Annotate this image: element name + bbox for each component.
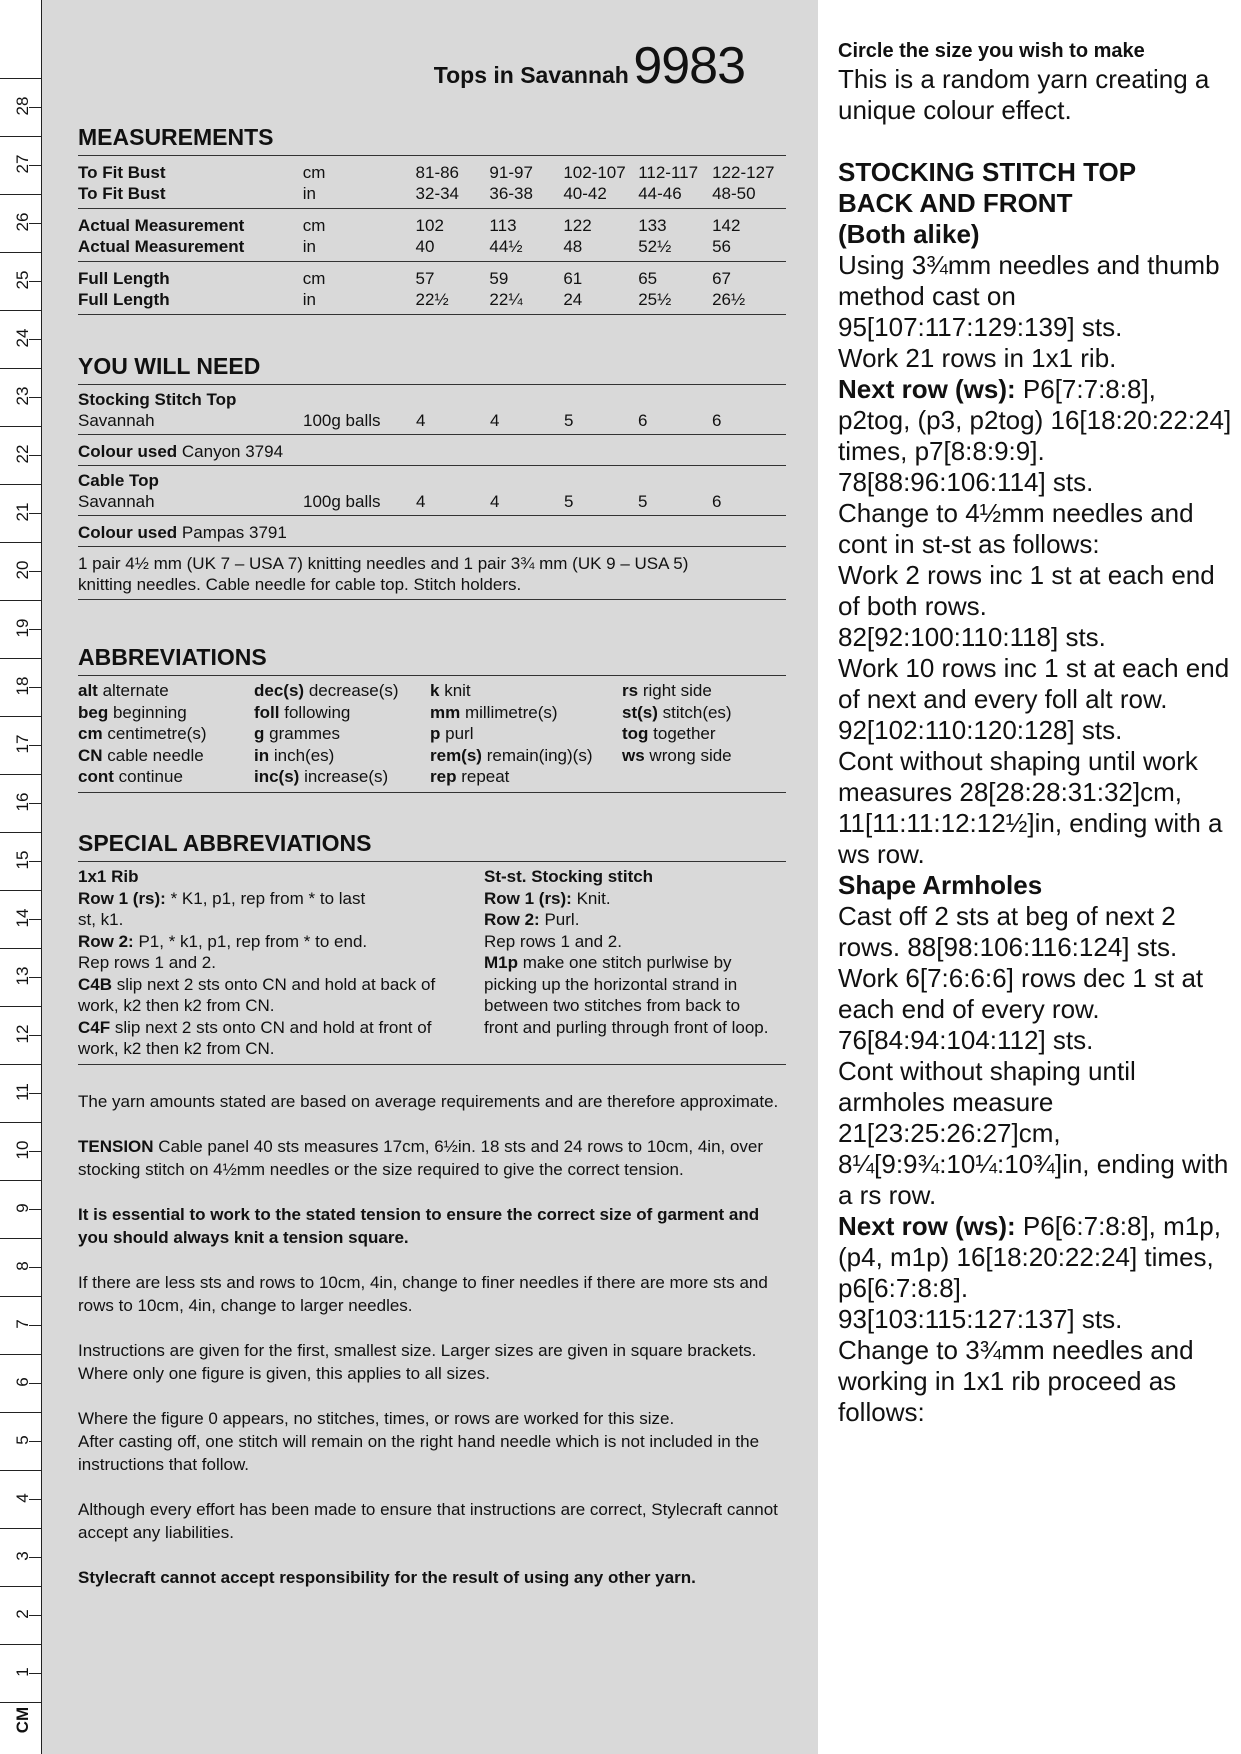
- measurement-label: To Fit Bust: [78, 163, 166, 182]
- cable-colour: Pampas 3791: [181, 523, 287, 542]
- ruler-number: 3: [13, 1551, 32, 1561]
- special-line: [78, 931, 476, 953]
- special-abbreviations-heading: SPECIAL ABBREVIATIONS: [78, 830, 372, 856]
- abbreviation-meaning: repeat: [461, 767, 510, 786]
- abbreviation-meaning: centimetre(s): [107, 724, 207, 743]
- measurement-value: 112-117: [638, 163, 699, 182]
- special-text: make one stitch purlwise by: [518, 953, 732, 972]
- special-term: M1p: [484, 953, 518, 972]
- abbreviation-meaning: continue: [118, 767, 183, 786]
- special-line: [484, 1017, 784, 1039]
- ruler-major-tick: [0, 1528, 41, 1529]
- ruler-major-tick: [0, 1122, 41, 1123]
- measurements-heading: MEASUREMENTS: [78, 124, 274, 150]
- measurement-value: 113: [489, 216, 517, 235]
- measurement-value: 102-107: [563, 163, 626, 182]
- abbreviation-meaning: together: [653, 724, 716, 743]
- special-line: [484, 974, 784, 996]
- measurements-table: [78, 156, 786, 315]
- tension-label: TENSION: [78, 1137, 154, 1156]
- special-term: C4F: [78, 1017, 111, 1037]
- instr-p2: Work 21 rows in 1x1 rib.: [838, 343, 1117, 373]
- stocking-colour: Canyon 3794: [181, 442, 284, 461]
- measurement-row: [78, 262, 786, 314]
- special-line: [78, 995, 476, 1017]
- abbreviation-item: [78, 680, 254, 702]
- special-line: [78, 1017, 476, 1039]
- special-term: 1x1 Rib: [78, 867, 139, 886]
- ruler-major-tick: [0, 194, 41, 195]
- special-text: Rep rows 1 and 2.: [78, 953, 216, 972]
- stocking-top-row: [78, 385, 786, 434]
- special-text: between two stitches from back to: [484, 996, 741, 1015]
- abbreviation-item: [622, 702, 772, 724]
- abbreviation-item: [254, 723, 430, 745]
- special-term: Row 2:: [78, 931, 134, 951]
- measurement-unit: in: [302, 184, 316, 203]
- abbreviation-meaning: millimetre(s): [464, 702, 558, 722]
- abbreviation-key: cm: [78, 724, 103, 743]
- ruler-number: 14: [13, 908, 32, 928]
- abbreviation-column: [622, 680, 772, 788]
- special-line: [484, 931, 784, 953]
- ruler-number: 6: [13, 1377, 32, 1387]
- ruler-major-tick: [0, 600, 41, 601]
- abbreviation-key: rem(s): [430, 745, 482, 765]
- ruler-number: 22: [13, 444, 32, 464]
- ruler-major-tick: [0, 1586, 41, 1587]
- ruler-number: 9: [13, 1203, 32, 1213]
- cm-ruler: [0, 0, 42, 1754]
- measurement-line: [78, 236, 786, 261]
- instr-p8: 82[92:100:110:118] sts.: [838, 622, 1106, 652]
- measurement-value: 44½: [489, 237, 523, 256]
- measurement-value: 48: [563, 237, 583, 256]
- abbreviation-key: foll: [254, 702, 280, 722]
- ball-count: 5: [564, 492, 574, 511]
- measurement-value: 48-50: [712, 184, 756, 203]
- special-text: Purl.: [539, 910, 580, 929]
- page-header: [0, 36, 745, 96]
- measurement-unit: cm: [302, 163, 326, 182]
- ruler-number: 21: [13, 502, 32, 522]
- instr-p7: Work 2 rows inc 1 st at each end of both rows.: [838, 560, 1215, 621]
- ruler-number: 15: [13, 850, 32, 870]
- ruler-major-tick: [0, 252, 41, 253]
- ball-count: 5: [564, 411, 574, 430]
- abbreviation-meaning: increase(s): [304, 767, 389, 786]
- abbreviations-heading: ABBREVIATIONS: [78, 644, 267, 670]
- ball-count: 6: [712, 492, 722, 511]
- measurement-row: [78, 209, 786, 261]
- ruler-number: 13: [13, 966, 32, 986]
- abbreviation-column: [78, 680, 254, 788]
- ruler-major-tick: [0, 658, 41, 659]
- special-text: work, k2 then k2 from CN.: [78, 1039, 275, 1058]
- ruler-number: 16: [13, 792, 32, 812]
- measurement-value: 56: [712, 237, 732, 256]
- tension-note: [78, 1135, 786, 1181]
- measurement-value: 81-86: [415, 163, 460, 182]
- measurements-section: [78, 124, 786, 315]
- measurement-unit: cm: [302, 216, 326, 235]
- special-text: st, k1.: [78, 910, 124, 929]
- ruler-number: 11: [13, 1083, 32, 1101]
- measurement-value: 133: [638, 216, 667, 235]
- measurement-value: 22½: [415, 290, 449, 309]
- instr-p13: 76[84:94:104:112] sts.: [838, 1025, 1094, 1055]
- stocking-colour-row: [78, 435, 786, 465]
- ball-count: 4: [490, 411, 500, 430]
- abbreviation-item: [254, 766, 430, 788]
- ruler-number: 17: [13, 734, 32, 754]
- special-line: [484, 909, 784, 931]
- ruler-major-tick: [0, 1238, 41, 1239]
- special-abbreviations-section: [78, 830, 786, 1065]
- special-text: slip next 2 sts onto CN and hold at front of: [110, 1017, 432, 1037]
- ruler-number: 26: [13, 212, 32, 232]
- pattern-number: 9983: [633, 37, 745, 95]
- special-line: [484, 888, 784, 910]
- instr-p4: 78[88:96:106:114] sts.: [838, 467, 1094, 497]
- special-text: * K1, p1, rep from * to last: [165, 888, 366, 908]
- abbreviation-key: rep: [430, 767, 457, 786]
- special-term: C4B: [78, 974, 113, 994]
- measurement-label: Full Length: [78, 269, 170, 288]
- ruler-number: 28: [13, 96, 32, 116]
- responsibility-note: Stylecraft cannot accept responsibility for the result of using any other yarn.: [78, 1568, 696, 1587]
- measurement-unit: in: [302, 237, 316, 256]
- measurement-value: 40-42: [563, 184, 607, 203]
- ruler-number: 23: [13, 386, 32, 406]
- circle-size-note: Circle the size you wish to make: [838, 40, 1145, 62]
- abbreviation-key: mm: [430, 702, 461, 722]
- measurement-value: 25½: [638, 290, 672, 309]
- abbreviation-meaning: inch(es): [273, 745, 335, 765]
- ruler-major-tick: [0, 1180, 41, 1181]
- ball-count: 5: [638, 492, 648, 511]
- ruler-major-tick: [0, 1354, 41, 1355]
- abbreviation-key: rs: [622, 681, 639, 700]
- needles-line-2: knitting needles. Cable needle for cable top. Stitch holders.: [78, 575, 522, 594]
- ruler-major-tick: [0, 832, 41, 833]
- abbreviation-key: k: [430, 681, 440, 700]
- special-line: [78, 888, 476, 910]
- abbreviation-meaning: alternate: [102, 681, 169, 700]
- cable-top-title: Cable Top: [78, 471, 159, 490]
- ruler-major-tick: [0, 310, 41, 311]
- instr-p15: [838, 1211, 1233, 1304]
- heading-shape-armholes: Shape Armholes: [838, 870, 1043, 900]
- ruler-number: 12: [13, 1024, 32, 1044]
- abbreviation-key: st(s): [622, 702, 658, 722]
- ruler-major-tick: [0, 368, 41, 369]
- ruler-number: 1: [13, 1667, 32, 1677]
- stocking-yarn: Savannah: [78, 411, 155, 430]
- ruler-number: 2: [13, 1609, 32, 1619]
- abbreviation-key: p: [430, 724, 441, 743]
- abbreviation-key: tog: [622, 724, 649, 743]
- ruler-number: 20: [13, 560, 32, 580]
- measurement-value: 91-97: [489, 163, 533, 182]
- stocking-top-title: Stocking Stitch Top: [78, 390, 237, 409]
- needles-line-1: 1 pair 4½ mm (UK 7 – USA 7) knitting needles and 1 pair 3¾ mm (UK 9 – USA 5): [78, 554, 689, 573]
- measurement-value: 59: [489, 269, 509, 288]
- abbreviation-item: [78, 745, 254, 767]
- abbreviation-item: [78, 723, 254, 745]
- ruler-number: 10: [13, 1140, 32, 1160]
- ruler-major-tick: [0, 774, 41, 775]
- special-text: slip next 2 sts onto CN and hold at back of: [112, 974, 436, 994]
- pattern-title: Tops in Savannah: [433, 62, 629, 88]
- abbreviation-item: [254, 702, 430, 724]
- special-line: [484, 995, 784, 1017]
- abbreviation-key: CN: [78, 745, 103, 765]
- abbreviation-item: [430, 766, 622, 788]
- abbreviation-meaning: grammes: [269, 724, 340, 743]
- special-text: picking up the horizontal strand in: [484, 974, 738, 994]
- ruler-major-tick: [0, 1412, 41, 1413]
- measurement-line: [78, 289, 786, 314]
- instr-p15-text: P6[6:7:8:8], m1p, (p4, m1p) 16[18:20:22:24] times, p6[6:7:8:8].: [838, 1211, 1221, 1303]
- ruler-number: 18: [13, 676, 32, 696]
- special-right-column: [484, 866, 784, 1060]
- measurement-label: Actual Measurement: [78, 237, 245, 256]
- cable-colour-label: Colour used: [78, 523, 178, 542]
- ruler-major-tick: [0, 136, 41, 137]
- abbreviation-meaning: remain(ing)(s): [486, 745, 593, 765]
- ruler-major-tick: [0, 890, 41, 891]
- measurement-value: 52½: [638, 237, 672, 256]
- abbreviation-item: [430, 723, 622, 745]
- measurement-value: 26½: [712, 290, 746, 309]
- special-left-column: [78, 866, 484, 1060]
- tension-text: Cable panel 40 sts measures 17cm, 6½in. 18 sts and 24 rows to 10cm, 4in, over stocking stitch on 4½mm needles or the size required to give the correct tension.: [78, 1137, 764, 1179]
- abbreviation-meaning: purl: [445, 724, 474, 743]
- measurement-value: 142: [712, 216, 741, 235]
- ruler-major-tick: [0, 1296, 41, 1297]
- special-text: Rep rows 1 and 2.: [484, 931, 622, 951]
- measurement-value: 22¼: [489, 290, 523, 309]
- measurement-value: 122-127: [712, 163, 775, 182]
- ruler-number: 27: [13, 154, 32, 174]
- measurement-value: 122: [563, 216, 592, 235]
- abbreviation-meaning: beginning: [112, 702, 187, 722]
- abbreviation-item: [254, 745, 430, 767]
- special-line: [78, 866, 476, 888]
- measurement-value: 57: [415, 269, 435, 288]
- measurement-label: To Fit Bust: [78, 184, 166, 203]
- special-line: [78, 952, 476, 974]
- instr-p11: Cast off 2 sts at beg of next 2 rows. 88[98:106:116:124] sts.: [838, 901, 1178, 962]
- stocking-colour-label: Colour used: [78, 442, 178, 461]
- cable-unit: 100g balls: [303, 492, 381, 511]
- abbreviation-column: [254, 680, 430, 788]
- special-line: [78, 974, 476, 996]
- instr-p12: Work 6[7:6:6:6] rows dec 1 st at each end of every row.: [838, 963, 1204, 1024]
- cable-top-row: [78, 466, 786, 515]
- yarn-amounts-note: The yarn amounts stated are based on average requirements and are therefore approximate.: [78, 1092, 779, 1111]
- abbreviation-key: cont: [78, 767, 114, 786]
- ball-count: 4: [490, 492, 500, 511]
- ruler-number: 7: [13, 1319, 32, 1329]
- instr-p3-text: P6[7:7:8:8], p2tog, (p3, p2tog) 16[18:20:22:24] times, p7[8:8:9:9].: [838, 374, 1232, 466]
- next-row-label-2: Next row (ws):: [838, 1211, 1016, 1241]
- abbreviation-key: g: [254, 724, 265, 743]
- essential-note: It is essential to work to the stated tension to ensure the correct size of garment and you should always knit a tension square.: [78, 1205, 760, 1247]
- instr-p14: Cont without shaping until armholes measure 21[23:25:26:27]cm, 8¼[9:9¾:10¼:10¾]in, ending with a rs row.: [838, 1056, 1229, 1210]
- abbreviation-item: [430, 745, 622, 767]
- abbreviation-item: [430, 680, 622, 702]
- measurement-value: 36-38: [489, 184, 533, 203]
- needles-row: [78, 547, 786, 599]
- ruler-major-tick: [0, 716, 41, 717]
- abbreviation-meaning: right side: [642, 681, 712, 700]
- ball-count: 4: [416, 492, 426, 511]
- instr-p3: [838, 374, 1233, 467]
- special-term: Row 2:: [484, 910, 540, 929]
- ruler-number: 24: [13, 328, 32, 348]
- next-row-label: Next row (ws):: [838, 374, 1016, 404]
- measurement-line: [78, 262, 786, 289]
- special-text: Knit.: [571, 888, 611, 908]
- ruler-major-tick: [0, 484, 41, 485]
- measurement-value: 102: [415, 216, 444, 235]
- ruler-number: 8: [13, 1261, 32, 1271]
- you-will-need-section: [78, 353, 786, 600]
- abbreviation-key: in: [254, 745, 270, 765]
- heading-both-alike: (Both alike): [838, 219, 980, 249]
- ruler-number: 19: [13, 618, 32, 638]
- measurement-line: [78, 156, 786, 183]
- abbreviation-item: [430, 702, 622, 724]
- measurement-value: 24: [563, 290, 583, 309]
- ruler-major-tick: [0, 1702, 41, 1703]
- ball-count: 6: [638, 411, 648, 430]
- abbreviation-item: [622, 680, 772, 702]
- ruler-major-tick: [0, 426, 41, 427]
- instr-p1: Using 3¾mm needles and thumb method cast on 95[107:117:129:139] sts.: [838, 250, 1220, 342]
- special-line: [484, 866, 784, 888]
- special-line: [484, 952, 784, 974]
- abbreviation-meaning: following: [284, 702, 351, 722]
- abbreviation-meaning: cable needle: [107, 745, 204, 765]
- measurement-row: [78, 156, 786, 208]
- measurement-value: 40: [415, 237, 435, 256]
- special-term: Row 1 (rs):: [78, 888, 166, 908]
- abbreviation-column: [430, 680, 622, 788]
- ball-count: 6: [712, 411, 722, 430]
- abbreviation-key: dec(s): [254, 681, 305, 700]
- sizes-note: Instructions are given for the first, smallest size. Larger sizes are given in square brackets. Where only one figure is given, this applies to all sizes.: [78, 1341, 757, 1383]
- abbreviation-meaning: stitch(es): [662, 702, 732, 722]
- heading-back-front: BACK AND FRONT: [838, 188, 1073, 218]
- abbreviations-list: [78, 676, 786, 788]
- abbreviations-section: [78, 644, 786, 793]
- instr-p17: Change to 3¾mm needles and working in 1x1 rib proceed as follows:: [838, 1335, 1194, 1427]
- abbreviation-meaning: decrease(s): [308, 681, 399, 700]
- abbreviation-key: beg: [78, 702, 109, 722]
- instr-p10: Cont without shaping until work measures 28[28:28:31:32]cm, 11[11:11:12:12½]in, ending with a ws row.: [838, 746, 1223, 869]
- abbreviation-meaning: wrong side: [649, 745, 732, 765]
- intro-text: This is a random yarn creating a unique colour effect.: [838, 64, 1210, 125]
- measurement-value: 32-34: [415, 184, 460, 203]
- ruler-major-tick: [0, 542, 41, 543]
- measurement-unit: in: [302, 290, 316, 309]
- instructions-column: [838, 38, 1233, 1428]
- measurement-unit: cm: [302, 269, 326, 288]
- abbreviation-item: [78, 702, 254, 724]
- abbreviation-item: [622, 723, 772, 745]
- instr-p9: Work 10 rows inc 1 st at each end of next and every foll alt row. 92[102:110:120:128] sts.: [838, 653, 1230, 745]
- special-text: front and purling through front of loop.: [484, 1017, 769, 1037]
- ball-count: 4: [416, 411, 426, 430]
- special-term: St-st. Stocking stitch: [484, 867, 654, 886]
- abbreviation-item: [78, 766, 254, 788]
- ruler-major-tick: [0, 1470, 41, 1471]
- ruler-major-tick: [0, 1644, 41, 1645]
- ruler-number: 5: [13, 1435, 32, 1445]
- abbreviation-item: [622, 745, 772, 767]
- ruler-major-tick: [0, 1006, 41, 1007]
- abbreviation-key: inc(s): [254, 767, 300, 786]
- ruler-major-tick: [0, 1064, 41, 1065]
- measurement-label: Full Length: [78, 290, 170, 309]
- measurement-label: Actual Measurement: [78, 216, 245, 235]
- ruler-major-tick: [0, 948, 41, 949]
- liability-note: Although every effort has been made to ensure that instructions are correct, Stylecraft cannot accept any liabilities.: [78, 1500, 778, 1542]
- special-term: Row 1 (rs):: [484, 888, 572, 908]
- stocking-unit: 100g balls: [303, 411, 381, 430]
- measurement-value: 67: [712, 269, 732, 288]
- measurement-line: [78, 183, 786, 208]
- heading-stocking-stitch-top: STOCKING STITCH TOP: [838, 157, 1137, 187]
- special-text: work, k2 then k2 from CN.: [78, 996, 275, 1015]
- you-will-need-heading: YOU WILL NEED: [78, 353, 261, 379]
- measurement-line: [78, 209, 786, 236]
- instr-p16: 93[103:115:127:137] sts.: [838, 1304, 1123, 1334]
- cable-yarn: Savannah: [78, 492, 155, 511]
- needle-change-note: If there are less sts and rows to 10cm, 4in, change to finer needles if there are more sts and rows to 10cm, 4in, change to larger needles.: [78, 1273, 768, 1315]
- measurement-value: 65: [638, 269, 658, 288]
- instr-p5: Change to 4½mm needles and: [838, 498, 1194, 528]
- figure-zero-1: Where the figure 0 appears, no stitches, times, or rows are worked for this size.: [78, 1409, 675, 1428]
- ruler-number: 25: [13, 270, 32, 290]
- abbreviation-meaning: knit: [444, 681, 471, 700]
- special-text: P1, * k1, p1, rep from * to end.: [133, 931, 368, 951]
- cable-colour-row: [78, 516, 786, 546]
- figure-zero-note: [78, 1407, 786, 1476]
- special-line: [78, 909, 476, 931]
- figure-zero-2: After casting off, one stitch will remain on the right hand needle which is not included in the instructions that follow.: [78, 1432, 760, 1474]
- abbreviation-key: alt: [78, 681, 98, 700]
- abbreviation-item: [254, 680, 430, 702]
- measurement-value: 44-46: [638, 184, 682, 203]
- measurement-value: 61: [563, 269, 583, 288]
- abbreviation-key: ws: [622, 745, 645, 765]
- notes-section: [78, 1090, 786, 1611]
- instr-p6: cont in st-st as follows:: [838, 529, 1100, 559]
- special-line: [78, 1038, 476, 1060]
- ruler-number: 4: [13, 1493, 32, 1503]
- ruler-unit: CM: [13, 1706, 32, 1734]
